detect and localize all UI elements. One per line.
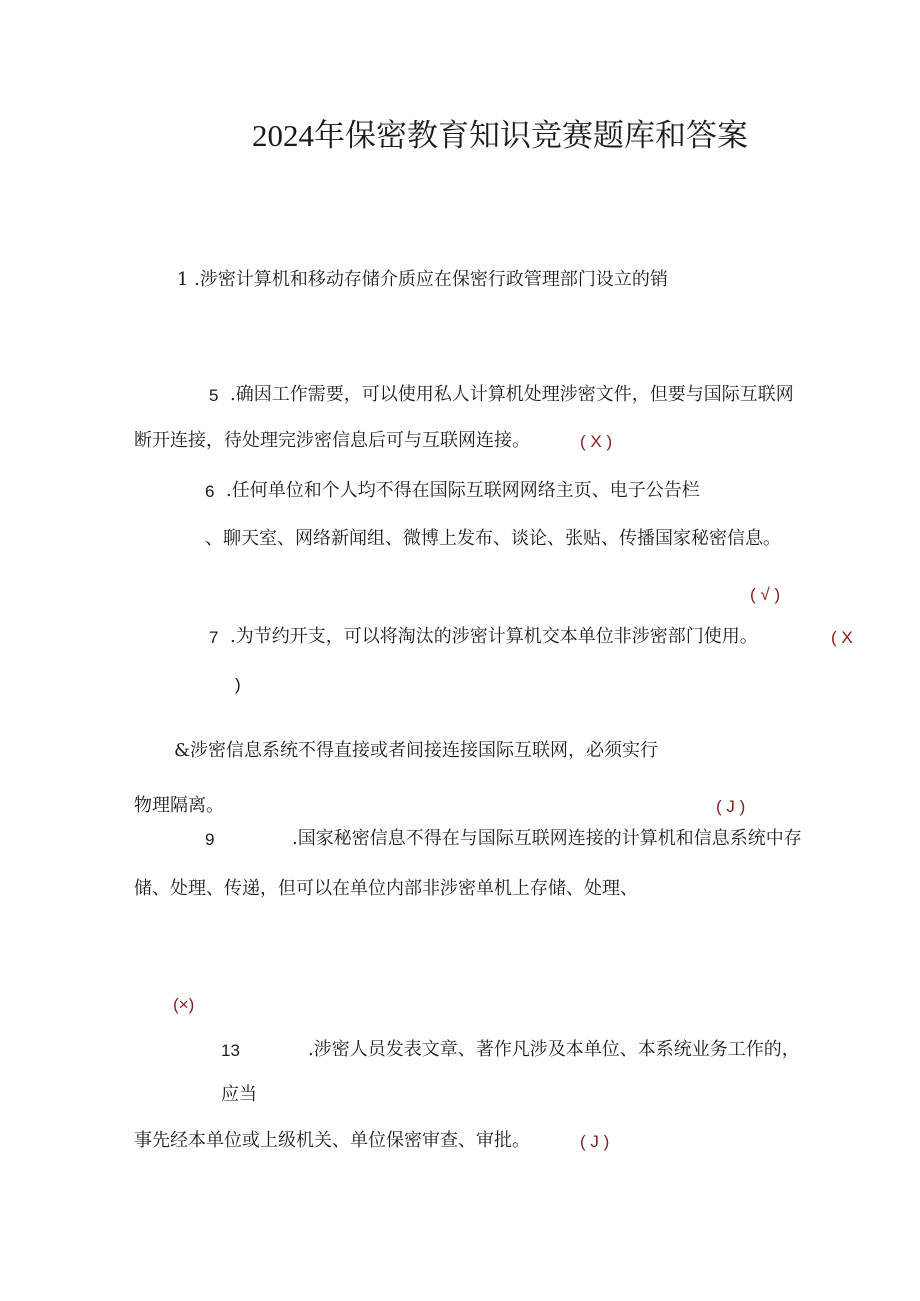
q9-number: 9	[205, 830, 215, 849]
q13-line-3: 事先经本单位或上级机关、单位保密审查、审批。	[134, 1130, 530, 1151]
q13-number: 13	[221, 1041, 240, 1060]
q6-line-1: .任何单位和个人均不得在国际互联网网络主页、电子公告栏	[226, 480, 700, 501]
q13-line-1: .涉密人员发表文章、著作凡涉及本单位、本系统业务工作的，	[308, 1039, 800, 1060]
q8-answer-mark: ( J )	[716, 797, 746, 816]
q1-line: 1 .涉密计算机和移动存储介质应在保密行政管理部门设立的销	[177, 269, 668, 290]
q5-line-1: .确因工作需要，可以使用私人计算机处理涉密文件，但要与国际互联网	[230, 384, 794, 405]
q9-line-2: 储、处理、传递，但可以在单位内部非涉密单机上存储、处理、	[134, 878, 638, 899]
q7-line-1: .为节约开支，可以将淘汰的涉密计算机交本单位非涉密部门使用。	[230, 626, 758, 647]
q7-answer-mark-close: )	[235, 675, 241, 694]
q6-answer-mark: ( √ )	[750, 585, 781, 604]
q6-line-2: 、聊天室、网络新闻组、微博上发布、谈论、张贴、传播国家秘密信息。	[205, 528, 781, 549]
q5-number: 5	[209, 386, 219, 405]
q7-number: 7	[209, 628, 219, 647]
q5-answer-mark: ( X )	[580, 432, 613, 451]
q8-line-1: &涉密信息系统不得直接或者间接连接国际互联网，必须实行	[174, 740, 659, 761]
q13-line-2: 应当	[221, 1084, 257, 1105]
q7-answer-mark-open: ( X	[831, 628, 853, 647]
q8-line-2: 物理隔离。	[134, 795, 224, 816]
q6-number: 6	[205, 482, 215, 501]
q5-line-2: 断开连接，待处理完涉密信息后可与互联网连接。	[134, 430, 530, 451]
document-title: 2024年保密教育知识竞赛题库和答案	[252, 118, 748, 153]
q9-answer-mark: (×)	[173, 995, 195, 1014]
q13-answer-mark: ( J )	[580, 1132, 610, 1151]
q9-line-1: .国家秘密信息不得在与国际互联网连接的计算机和信息系统中存	[292, 828, 802, 849]
